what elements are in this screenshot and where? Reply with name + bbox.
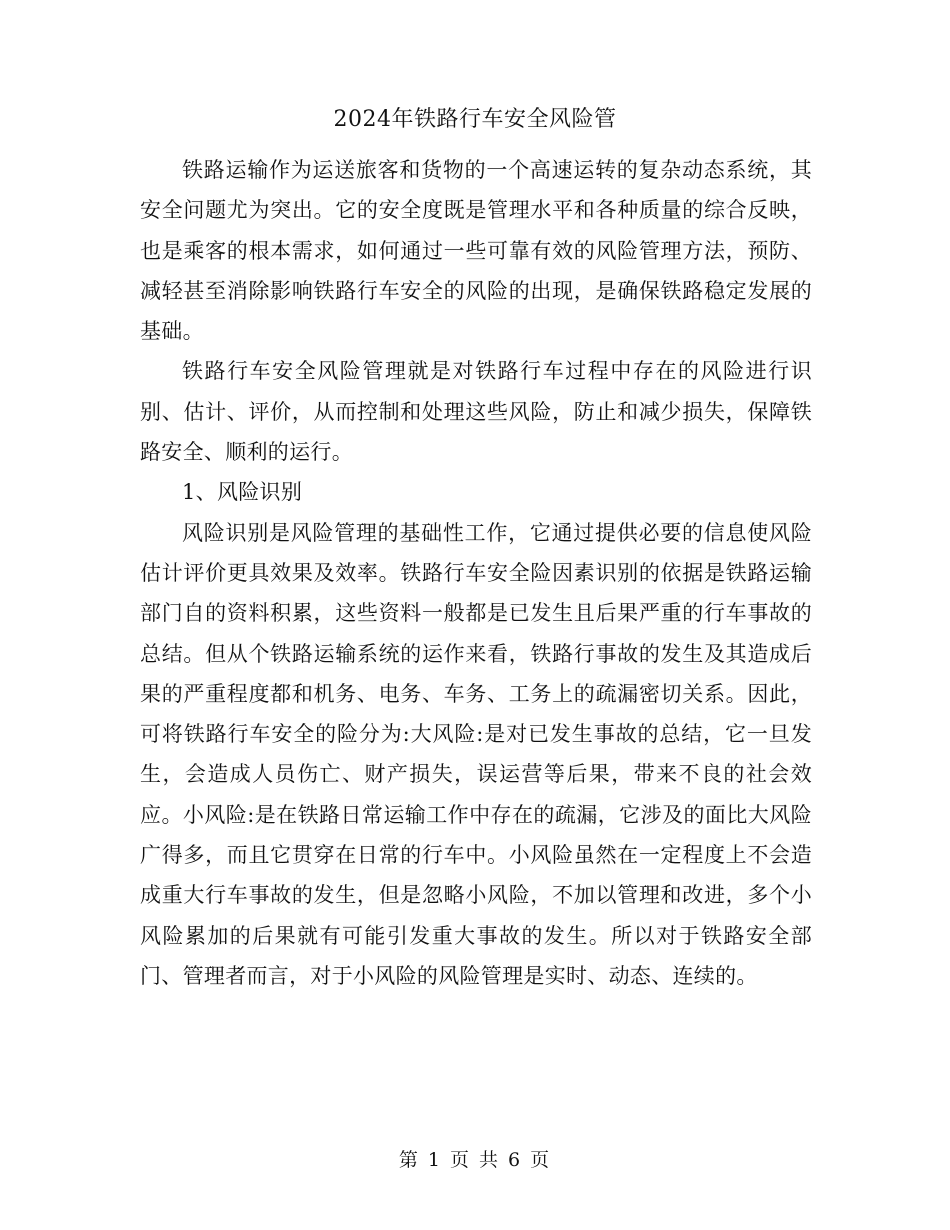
page-number-footer: 第 1 页 共 6 页: [398, 1149, 552, 1171]
paragraph-risk-identification: 风险识别是风险管理的基础性工作，它通过提供必要的信息使风险估计评价更具效果及效率。铁路行车安全险因素识别的依据是铁路运输部门自的资料积累，这些资料一般都是已发生且后果严重的行车事故的总结。但从个铁路运输系统的运作来看，铁路行事故的发生及其造成后果的严重程度都和机务、电务、车务、工务上的疏漏密切关系。因此，可将铁路行车安全的险分为:大风险:是对已发生事故的总结，它一旦发生，会造成人员伤亡、财产损失，误运营等后果，带来不良的社会效应。小风险:是在铁路日常运输工作中存在的疏漏，它涉及的面比大风险广得多，而且它贯穿在日常的行车中。小风险虽然在一定程度上不会造成重大行车事故的发生，但是忽略小风险，不加以管理和改进，多个小风险累加的后果就有可能引发重大事故的发生。所以对于铁路安全部门、管理者而言，对于小风险的风险管理是实时、动态、连续的。: [140, 520, 812, 988]
document-body: [140, 150, 812, 996]
paragraph-intro: 铁路运输作为运送旅客和货物的一个高速运转的复杂动态系统，其安全问题尤为突出。它的安全度既是管理水平和各种质量的综合反映，也是乘客的根本需求，如何通过一些可靠有效的风险管理方法，预防、减轻甚至消除影响铁路行车安全的风险的出现，是确保铁路稳定发展的基础。: [140, 158, 812, 344]
paragraph-definition: 铁路行车安全风险管理就是对铁路行车过程中存在的风险进行识别、估计、评价，从而控制和处理这些风险，防止和减少损失，保障铁路安全、顺利的运行。: [140, 359, 812, 465]
section-heading: 1、风险识别: [182, 480, 303, 505]
document-title: 2024年铁路行车安全风险管: [333, 107, 617, 132]
